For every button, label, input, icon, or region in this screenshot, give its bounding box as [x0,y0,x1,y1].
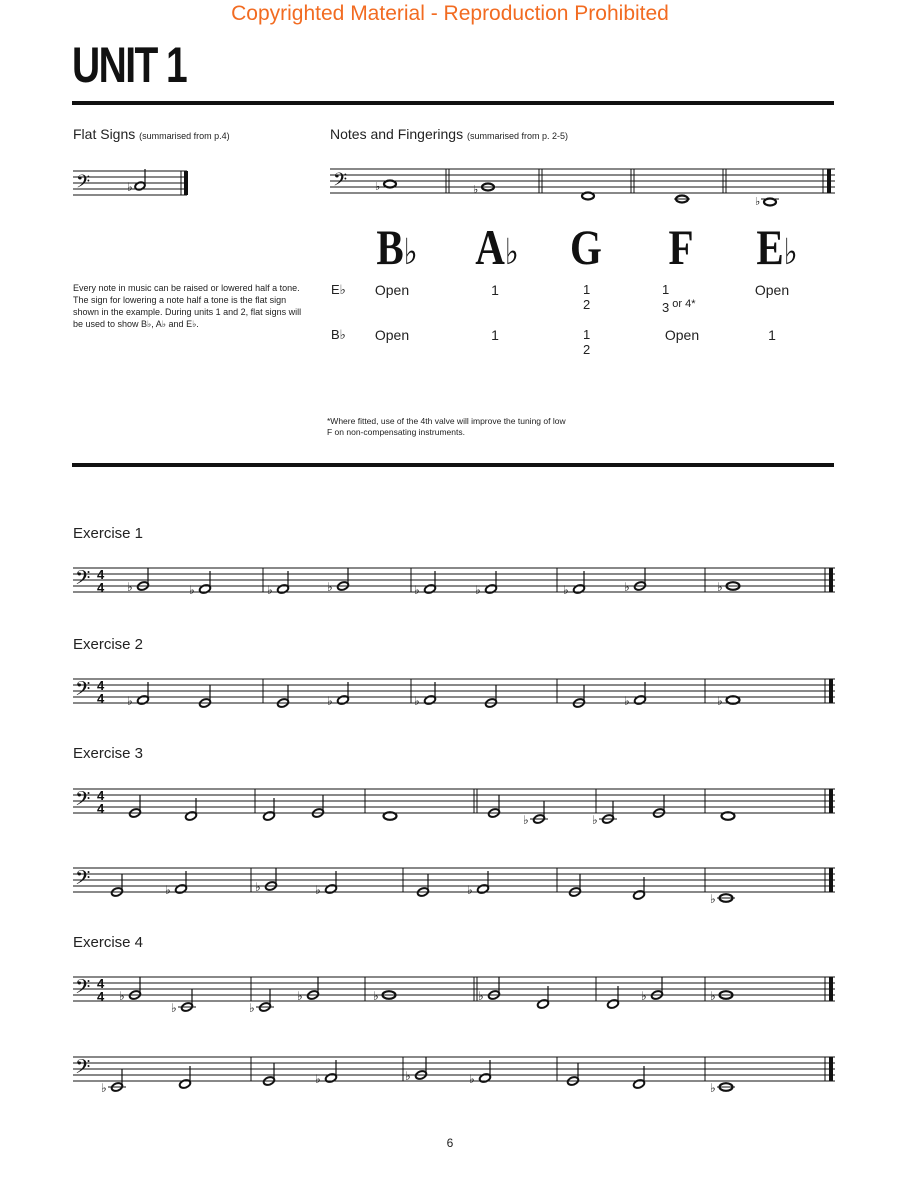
bass-clef-icon: 𝄢 [75,787,91,815]
bass-clef-icon: 𝄢 [75,677,91,705]
whole-note [710,1081,735,1095]
final-barline [829,977,833,1001]
fingering-cell: 1 [768,327,776,343]
svg-text:♭: ♭ [255,880,261,894]
half-note [563,571,585,597]
svg-text:𝄢: 𝄢 [76,172,91,197]
bass-clef-icon: 𝄢 [75,566,91,594]
half-note [327,682,349,708]
svg-text:♭: ♭ [710,989,716,1003]
svg-text:♭: ♭ [710,1081,716,1095]
whole-note [717,694,740,708]
fingering-cell: Open [754,282,790,298]
svg-text:♭: ♭ [624,580,630,594]
exercise-4-staff-line-2 [73,1049,835,1099]
svg-text:♭: ♭ [717,694,723,708]
svg-text:♭: ♭ [592,813,598,827]
exercise-3-staff-line-1 [73,781,835,827]
svg-text:♭: ♭ [327,580,333,594]
svg-text:♭: ♭ [127,180,133,194]
svg-text:♭: ♭ [315,1072,321,1086]
svg-text:♭: ♭ [127,694,133,708]
svg-text:♭: ♭ [710,892,716,906]
flat-sign-staff [73,166,193,206]
whole-note [710,892,735,906]
svg-text:♭: ♭ [478,989,484,1003]
final-barline [829,679,833,703]
svg-text:♭: ♭ [641,989,647,1003]
fingering-cell: 1 3 $^{or 4*}$ [662,282,696,315]
exercise-4-staff-line-1 [73,969,835,1015]
notes-fingerings-heading: Notes and Fingerings (summarised from p. 2-5) [330,126,568,142]
half-note [119,977,141,1003]
note-name-g: G [570,219,602,275]
svg-text:♭: ♭ [165,883,171,897]
final-barline [829,789,833,813]
half-note [255,868,277,894]
fingering-footnote: *Where fitted, use of the 4th valve will improve the tuning of low F on non-compensating instruments. [327,416,566,437]
fingering-cell: Open [374,282,410,298]
half-note [641,977,663,1003]
half-note [267,571,289,597]
svg-text:♭: ♭ [171,1001,177,1015]
page-number: 6 [446,1136,454,1150]
flat-signs-heading: Flat Signs (summarised from p.4) [73,126,230,142]
time-signature-top: 4 [97,567,105,582]
svg-text:♭: ♭ [405,1069,411,1083]
svg-text:♭: ♭ [717,580,723,594]
svg-text:♭: ♭ [563,583,569,597]
svg-text:♭: ♭ [315,883,321,897]
fingering-row-label: B♭ [331,327,346,342]
half-note [414,682,436,708]
exercise-1-staff [73,560,835,606]
svg-text:♭: ♭ [189,583,195,597]
svg-text:𝄢: 𝄢 [333,170,348,195]
exercise-2-label: Exercise 2 [73,636,144,653]
exercise-2-staff [73,671,835,717]
time-signature-bottom: 4 [97,691,105,706]
svg-text:♭: ♭ [755,195,761,208]
note-name-f: F [668,219,694,275]
half-note [101,1069,126,1095]
bass-clef-icon: 𝄢 [75,975,91,1003]
fingering-row-label: E♭ [331,282,346,297]
final-barline [829,868,833,892]
svg-text:♭: ♭ [127,580,133,594]
svg-text:♭: ♭ [469,1072,475,1086]
notes-fingerings-staff [330,164,835,210]
note-name-a-flat: A♭ [475,219,519,275]
svg-text:♭: ♭ [475,583,481,597]
top-rule [72,101,834,105]
half-note [475,571,497,597]
middle-rule [72,463,834,467]
half-note [327,568,349,594]
svg-text:♭: ♭ [624,694,630,708]
half-note [414,571,436,597]
time-signature-bottom: 4 [97,801,105,816]
half-note [127,568,149,594]
half-note [624,682,646,708]
half-note [315,1060,337,1086]
half-note [297,977,319,1003]
time-signature-top: 4 [97,976,105,991]
half-note [469,1060,491,1086]
final-barline [829,568,833,592]
bass-clef-icon: 𝄢 [75,866,91,894]
svg-text:♭: ♭ [414,583,420,597]
time-signature-bottom: 4 [97,989,105,1004]
half-note [624,568,646,594]
svg-text:♭: ♭ [267,583,273,597]
fingering-cell: 1 2 [583,282,591,312]
fingering-cell: 1 [491,282,499,298]
svg-text:♭: ♭ [101,1081,107,1095]
half-note [249,989,274,1015]
fingering-cell: Open [664,327,700,343]
svg-text:♭: ♭ [467,883,473,897]
half-note [171,989,196,1015]
time-signature-bottom: 4 [97,580,105,595]
svg-text:♭: ♭ [249,1001,255,1015]
time-signature-top: 4 [97,788,105,803]
half-note [315,871,337,897]
half-note [189,571,211,597]
half-note [478,977,500,1003]
fingering-cell: Open [374,327,410,343]
svg-text:♭: ♭ [523,813,529,827]
time-signature-top: 4 [97,678,105,693]
note-name-b-flat: B♭ [376,219,418,275]
svg-text:♭: ♭ [119,989,125,1003]
fingering-cell: 1 [491,327,499,343]
svg-text:♭: ♭ [375,180,381,193]
bass-clef-icon: 𝄢 [75,1055,91,1083]
half-note [405,1057,427,1083]
exercise-1-label: Exercise 1 [73,525,144,542]
note-name-e-flat: E♭ [756,219,798,275]
svg-text:♭: ♭ [373,989,379,1003]
half-note [467,871,489,897]
half-note [165,871,187,897]
copyright-watermark: Copyrighted Material - Reproduction Prohibited [231,2,669,25]
unit-title: UNIT 1 [72,37,187,93]
exercise-3-label: Exercise 3 [73,745,144,762]
svg-text:♭: ♭ [473,183,479,196]
svg-text:♭: ♭ [327,694,333,708]
svg-text:♭: ♭ [297,989,303,1003]
fingering-cell: 1 2 [583,327,591,357]
final-barline [829,1057,833,1081]
half-note [523,801,548,827]
exercise-3-staff-line-2 [73,860,835,910]
exercise-4-label: Exercise 4 [73,934,144,951]
half-note [127,682,149,708]
flat-signs-paragraph: Every note in music can be raised or lowered half a tone. The sign for lowering a note half a tone is the flat sign shown in the example. During units 1 and 2, flat signs will be used to show B♭, A♭ and E♭. [73,283,302,329]
svg-text:♭: ♭ [414,694,420,708]
